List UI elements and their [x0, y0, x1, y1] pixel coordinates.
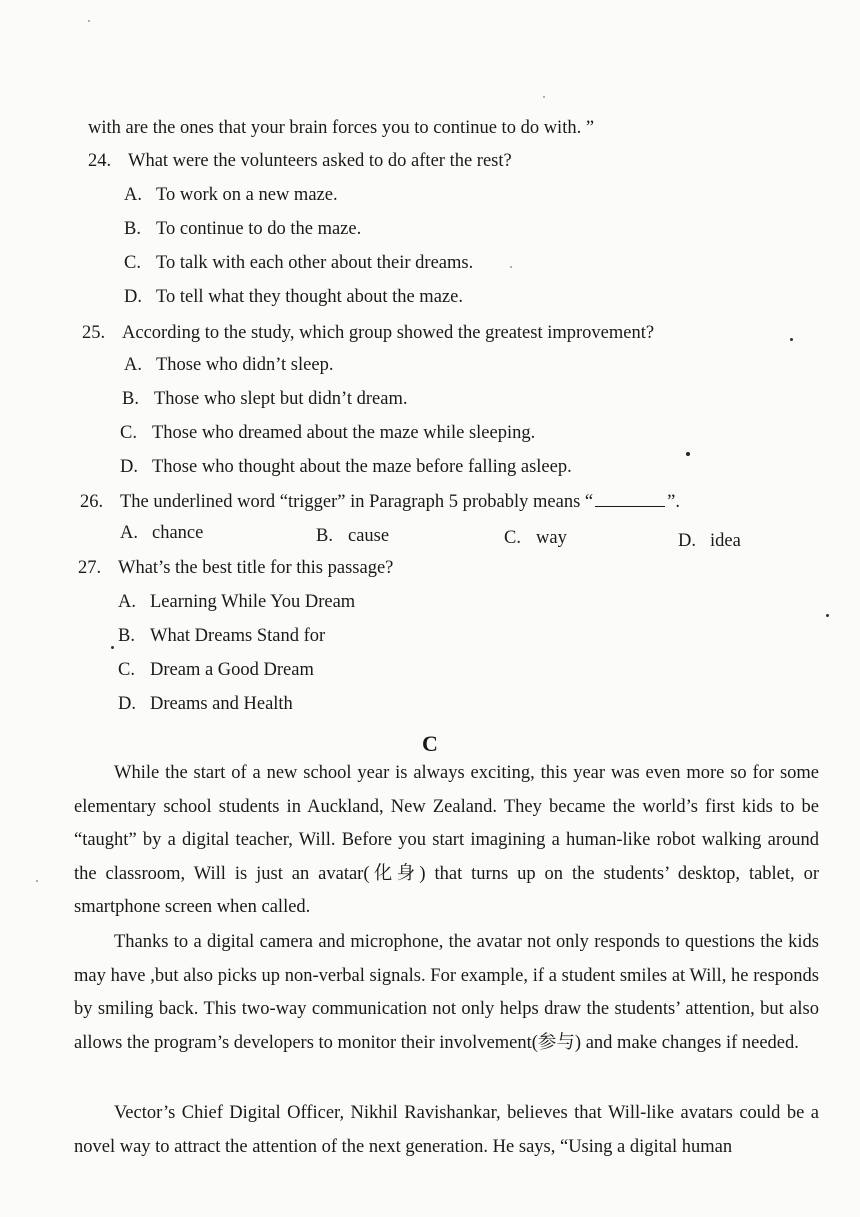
question-number: 26. [80, 492, 104, 512]
question-number: 25. [82, 323, 106, 343]
passage-paragraph-3: Vector’s Chief Digital Officer, Nikhil Ravishankar, believes that Will-like avatars could be a novel way to attract the attention of the next generation. He says, “Using a digital human [74, 1103, 819, 1157]
option-27a[interactable] [118, 591, 355, 613]
option-24a[interactable] [124, 184, 338, 206]
option-text: chance [152, 523, 204, 543]
scan-speck [686, 452, 690, 456]
option-letter: A. [120, 523, 138, 543]
question-stem-before: The underlined word “trigger” in Paragraph 5 probably means “ [120, 492, 594, 512]
option-text: To talk with each other about their dreams. [156, 253, 474, 273]
option-letter: A. [124, 355, 142, 375]
answer-blank[interactable] [595, 490, 665, 507]
option-25c[interactable] [120, 422, 535, 444]
option-text: To continue to do the maze. [156, 219, 362, 239]
question-number: 27. [78, 558, 102, 578]
option-text: To tell what they thought about the maze. [156, 287, 463, 307]
option-text: cause [348, 526, 390, 546]
option-27d[interactable] [118, 693, 293, 715]
option-letter: D. [120, 457, 138, 477]
option-24d[interactable] [124, 286, 463, 308]
option-text: Learning While You Dream [150, 592, 356, 612]
option-25d[interactable] [120, 456, 572, 478]
option-letter: C. [120, 423, 137, 443]
option-letter: B. [316, 526, 333, 546]
option-letter: D. [118, 694, 136, 714]
question-stem: What’s the best title for this passage? [118, 558, 394, 578]
scan-speck [88, 20, 90, 22]
option-24c[interactable] [124, 252, 473, 274]
option-text: To work on a new maze. [156, 185, 338, 205]
question-stem: What were the volunteers asked to do after the rest? [128, 151, 512, 171]
option-text: Those who thought about the maze before falling asleep. [152, 457, 572, 477]
question-27 [78, 557, 393, 579]
passage-paragraph-2: Thanks to a digital camera and microphone, the avatar not only responds to questions the kids may have ,but also picks up non-verbal signals. For example, if a student smiles at Will, he responds by smiling back. This two-way communication not only helps draw the students’ attention, but also allows the program’s developers to monitor their involvement(参与) and make changes if needed. [74, 932, 819, 1053]
option-text: Those who dreamed about the maze while sleeping. [152, 423, 536, 443]
option-letter: D. [678, 531, 696, 551]
scan-speck [790, 338, 793, 341]
carryover-line: with are the ones that your brain forces you to continue to do with. ” [88, 118, 595, 138]
option-27b[interactable] [118, 625, 325, 647]
scan-speck [36, 880, 38, 882]
option-24b[interactable] [124, 218, 361, 240]
scan-speck [543, 96, 545, 98]
option-27c[interactable] [118, 659, 314, 681]
option-letter: B. [122, 389, 139, 409]
option-letter: C. [118, 660, 135, 680]
option-text: Those who slept but didn’t dream. [154, 389, 408, 409]
option-26d[interactable] [678, 531, 741, 552]
question-stem: According to the study, which group showed the greatest improvement? [122, 323, 655, 343]
option-25a[interactable] [124, 354, 333, 376]
option-text: What Dreams Stand for [150, 626, 326, 646]
option-letter: D. [124, 287, 142, 307]
option-letter: C. [504, 528, 521, 548]
question-number: 24. [88, 151, 112, 171]
option-text: idea [710, 531, 741, 551]
option-text: way [536, 528, 567, 548]
option-letter: B. [118, 626, 135, 646]
option-letter: B. [124, 219, 141, 239]
question-25 [82, 322, 654, 344]
section-heading: C [422, 731, 438, 756]
option-letter: A. [118, 592, 136, 612]
scan-speck [826, 614, 829, 617]
option-26c[interactable] [504, 528, 567, 549]
question-24 [88, 150, 512, 172]
option-25b[interactable] [122, 388, 407, 410]
option-text: Those who didn’t sleep. [156, 355, 334, 375]
option-letter: C. [124, 253, 141, 273]
passage-paragraph-1: While the start of a new school year is always exciting, this year was even more so for some elementary school students in Auckland, New Zealand. They became the world’s first kids to be “taught” by a digital teacher, Will. Before you start imagining a human-like robot walking around the classroom, Will is just an avatar(化身) that turns up on the students’ desktop, tablet, or smartphone screen when called. [74, 763, 819, 918]
scan-speck [510, 266, 512, 268]
option-letter: A. [124, 185, 142, 205]
scan-speck [111, 646, 114, 649]
question-stem-after: ”. [667, 492, 680, 512]
option-text: Dream a Good Dream [150, 660, 314, 680]
option-26a[interactable] [120, 523, 203, 544]
option-text: Dreams and Health [150, 694, 293, 714]
question-26 [80, 490, 680, 513]
option-26b[interactable] [316, 526, 389, 547]
